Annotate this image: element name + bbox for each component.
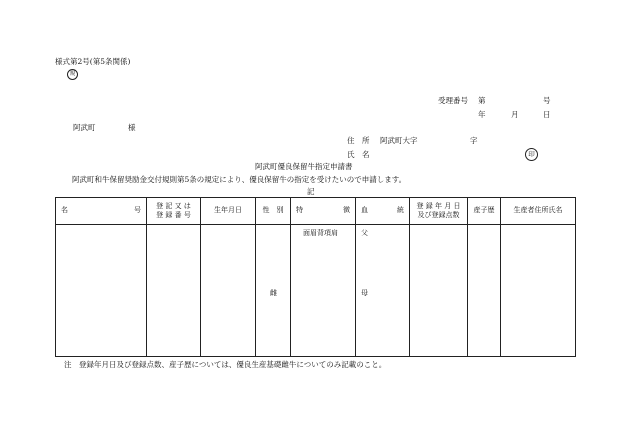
address-aza: 字 xyxy=(470,136,478,145)
date-year: 年 xyxy=(478,110,486,119)
header-features xyxy=(291,198,356,225)
date-day: 日 xyxy=(543,110,551,119)
sex-value: 雌 xyxy=(270,289,277,297)
bloodline-mother: 母 xyxy=(361,289,368,297)
header-registration-number xyxy=(147,198,201,225)
cell-name-number xyxy=(56,225,147,357)
cell-calving-history xyxy=(468,225,501,357)
header-registration-line1: 登 記 又 は xyxy=(156,201,191,210)
header-registration-date-score xyxy=(410,198,468,225)
receipt-number-label: 受理番号 xyxy=(438,96,468,105)
header-features-left: 特 xyxy=(296,206,303,215)
ki-label: 記 xyxy=(307,187,315,196)
name-label: 氏 名 xyxy=(347,150,370,159)
features-value: 面眉背項肩 xyxy=(303,229,338,237)
addressee-town: 阿武町 xyxy=(73,123,96,132)
header-name-number xyxy=(56,198,147,225)
header-regdate-line1: 登 録 年 月 日 xyxy=(416,201,461,210)
header-regdate-line2: 及び登録点数 xyxy=(417,211,460,219)
corner-stamp: 規 xyxy=(67,69,78,80)
header-producer: 生産者住所氏名 xyxy=(501,198,576,225)
receipt-go: 号 xyxy=(543,96,551,105)
header-name-right: 号 xyxy=(134,206,141,215)
register-table xyxy=(55,197,576,357)
seal-mark: 印 xyxy=(525,148,538,161)
cell-registration-number xyxy=(147,225,201,357)
cell-features xyxy=(291,225,356,357)
header-calving-history: 産子歴 xyxy=(468,198,501,225)
document-title: 阿武町優良保留牛指定申請書 xyxy=(255,162,353,171)
header-bloodline xyxy=(356,198,410,225)
address-label: 住 所 xyxy=(347,136,370,145)
receipt-dai: 第 xyxy=(478,96,486,105)
form-label: 様式第2号(第5条関係) xyxy=(55,57,131,66)
table-header-row xyxy=(56,198,576,225)
header-bloodline-left: 血 xyxy=(361,206,368,215)
address-value: 阿武町大字 xyxy=(380,136,418,145)
header-name-left: 名 xyxy=(61,206,68,215)
header-sex: 性 別 xyxy=(256,198,291,225)
bloodline-father: 父 xyxy=(361,229,368,237)
footnote: 注 登録年月日及び登録点数、産子歴については、優良生産基礎雌牛についてのみ記載のこと。 xyxy=(64,360,387,369)
cell-registration-date-score xyxy=(410,225,468,357)
body-text: 阿武町和牛保留奨励金交付規則第5条の規定により、優良保留牛の指定を受けたいので申請します。 xyxy=(72,175,407,184)
cell-bloodline xyxy=(356,225,410,357)
date-month: 月 xyxy=(511,110,519,119)
header-registration-line2: 登 録 番 号 xyxy=(156,211,191,219)
header-bloodline-right: 統 xyxy=(397,206,404,215)
table-row xyxy=(56,225,576,357)
header-birth-date: 生年月日 xyxy=(201,198,256,225)
cell-producer xyxy=(501,225,576,357)
header-features-right: 徴 xyxy=(343,206,350,215)
cell-sex xyxy=(256,225,291,357)
cell-birth-date xyxy=(201,225,256,357)
addressee-sama: 様 xyxy=(128,123,136,132)
